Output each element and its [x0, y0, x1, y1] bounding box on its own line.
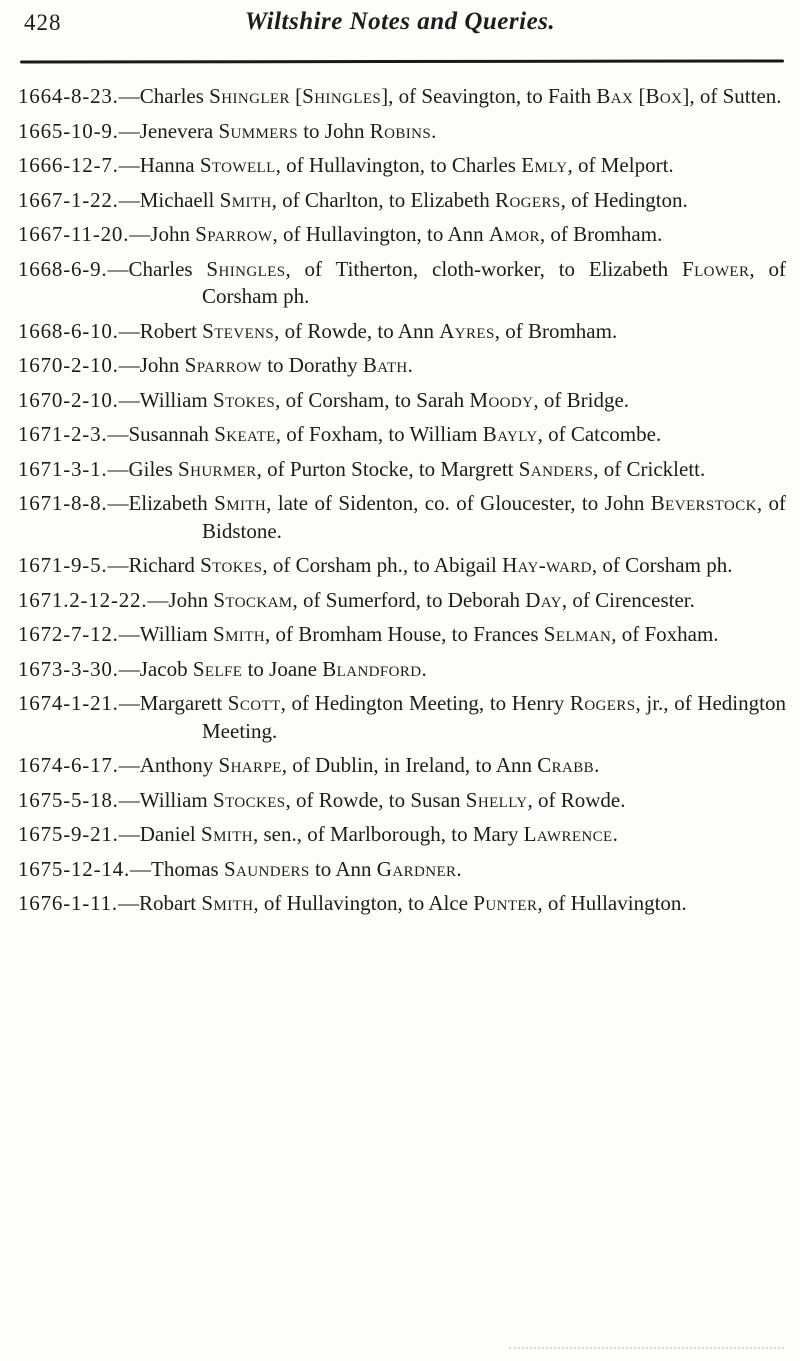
marriage-entry — [18, 256, 786, 311]
entry-text: William — [139, 787, 213, 812]
marriage-entry — [18, 152, 786, 180]
em-dash: — — [147, 587, 169, 612]
entry-text: to John — [297, 118, 370, 143]
em-dash: — — [107, 256, 129, 281]
em-dash: — — [118, 353, 140, 377]
entry-text: , of Catcombe. — [537, 422, 662, 446]
em-dash: — — [117, 891, 139, 915]
entry-text: Jenevera — [139, 118, 219, 143]
em-dash: — — [118, 753, 140, 777]
surname-smallcaps: Stokes — [200, 553, 263, 577]
entry-text: , of Bromham House, to Frances — [265, 622, 544, 646]
surname-smallcaps: Shingles — [206, 256, 286, 281]
entry-date: 1673-3-30. — [18, 656, 119, 681]
surname-smallcaps: Shurmer — [178, 456, 257, 481]
marriage-entry — [18, 856, 786, 884]
surname-smallcaps: Stokes — [212, 387, 276, 412]
surname-smallcaps: Scott — [227, 691, 281, 715]
surname-smallcaps: Smith — [214, 491, 267, 515]
entry-date: 1671-9-5. — [18, 553, 108, 577]
surname-smallcaps: Selman — [543, 622, 612, 646]
em-dash: — — [130, 856, 152, 881]
entry-text: [ — [289, 84, 303, 108]
surname-smallcaps: Moody — [469, 387, 534, 412]
surname-smallcaps: Stevens — [202, 318, 275, 343]
entry-text: , jr., of Hedington Meeting. — [202, 691, 786, 743]
entry-text: , of Corsham ph. — [202, 256, 786, 308]
surname-smallcaps: Lawrence — [523, 822, 613, 846]
marriage-entry — [18, 787, 786, 815]
surname-smallcaps: Gardner — [376, 856, 457, 881]
entry-text: , of Hedington. — [560, 187, 688, 212]
entry-date: 1664-8-23. — [18, 84, 119, 108]
entry-date: 1671.2-12-22. — [18, 587, 148, 612]
entry-text: . — [421, 656, 427, 681]
entry-text: , of Rowde. — [527, 787, 626, 812]
surname-smallcaps: Sparrow — [195, 222, 273, 246]
entry-text: Robert — [139, 318, 203, 343]
entry-text: , of Purton Stocke, to Margrett — [256, 456, 519, 481]
surname-smallcaps: Bayly — [482, 422, 538, 446]
entry-text: to Joane — [242, 656, 323, 681]
em-dash: — — [118, 622, 140, 646]
surname-smallcaps: Blandford — [322, 656, 422, 681]
entry-text: , late of Sidenton, co. of Gloucester, to John — [266, 491, 651, 515]
surname-smallcaps: Selfe — [192, 656, 243, 681]
surname-smallcaps: Robins — [369, 118, 432, 143]
marriage-entry — [18, 221, 786, 249]
surname-smallcaps: Bax — [596, 84, 634, 108]
entry-text: Thomas — [151, 856, 224, 881]
em-dash: — — [107, 422, 129, 446]
marriage-entry — [18, 690, 786, 745]
entry-text: Susannah — [128, 422, 215, 446]
em-dash: — — [118, 153, 140, 177]
entry-date: 1674-6-17. — [18, 753, 119, 777]
entry-date: 1675-9-21. — [18, 822, 119, 846]
entry-date: 1675-5-18. — [18, 787, 119, 812]
entry-text: Anthony — [139, 753, 219, 777]
entry-text: to Dorathy — [261, 353, 363, 377]
entry-text: , of Hedington Meeting, to Henry — [280, 691, 570, 715]
entry-text: . — [407, 353, 413, 377]
surname-smallcaps: Sharpe — [218, 753, 282, 777]
marriage-entry — [18, 187, 786, 215]
entry-text: , of Corsham ph. — [591, 553, 733, 577]
surname-smallcaps: Saunders — [223, 856, 310, 881]
entry-date: 1671-3-1. — [18, 456, 108, 481]
entry-text: , of Sumerford, to Deborah — [292, 587, 526, 612]
marriage-entry — [18, 587, 786, 615]
marriage-entry — [18, 490, 786, 545]
surname-smallcaps: Skeate — [214, 422, 276, 446]
entry-date: 1674-1-21. — [18, 691, 119, 715]
surname-smallcaps: Stowell — [199, 153, 276, 177]
entry-text: Richard — [128, 553, 201, 577]
entry-date: 1670-2-10. — [18, 353, 119, 377]
entry-text: , of Cricklett. — [593, 456, 706, 481]
surname-smallcaps: Flower — [682, 256, 750, 281]
entry-text: Jacob — [139, 656, 193, 681]
entry-date: 1670-2-10. — [18, 387, 119, 412]
entry-text: Giles — [128, 456, 179, 481]
entry-text: . — [431, 118, 437, 143]
em-dash: — — [118, 387, 140, 412]
entry-text: ], of Seavington, to Faith — [381, 84, 597, 108]
entry-text: , of Bromham. — [494, 318, 618, 343]
entry-text: Elizabeth — [128, 491, 215, 515]
entry-text: , of Hullavington, to Alce — [253, 891, 474, 915]
entry-text: , of Bridge. — [533, 387, 630, 412]
entry-text: , of Charlton, to Elizabeth — [271, 187, 496, 212]
em-dash: — — [118, 691, 140, 715]
entry-date: 1665-10-9. — [18, 118, 119, 143]
surname-smallcaps: Sparrow — [184, 353, 262, 377]
entry-text: William — [139, 387, 213, 412]
entry-text: Charles — [139, 84, 210, 108]
entry-text: to Ann — [309, 856, 377, 881]
entry-text: , sen., of Marlborough, to Mary — [253, 822, 524, 846]
surname-smallcaps: Summers — [218, 118, 298, 143]
entry-text: William — [139, 622, 213, 646]
entry-date: 1671-8-8. — [18, 491, 108, 515]
entry-date: 1668-6-10. — [18, 318, 119, 343]
em-dash: — — [107, 553, 129, 577]
running-title: Wiltshire Notes and Queries. — [244, 8, 556, 35]
surname-smallcaps: Shelly — [465, 787, 528, 812]
marriage-entry — [18, 421, 786, 449]
entry-date: 1672-7-12. — [18, 622, 119, 646]
entry-text: , of Melport. — [567, 153, 674, 177]
entry-text: , of Hullavington, to Ann — [272, 222, 489, 246]
surname-smallcaps: Day — [525, 587, 562, 612]
entry-text: , of Cirencester. — [561, 587, 695, 612]
em-dash: — — [118, 187, 140, 212]
surname-smallcaps: Punter — [473, 891, 538, 915]
em-dash: — — [118, 318, 140, 343]
entry-date: 1671-2-3. — [18, 422, 108, 446]
marriage-entries-list — [0, 83, 800, 918]
surname-smallcaps: Amor — [488, 222, 540, 246]
marriage-entry — [18, 352, 786, 380]
em-dash: — — [118, 84, 140, 108]
em-dash: — — [118, 118, 140, 143]
surname-smallcaps: Beverstock — [650, 491, 757, 515]
entry-text: , of Hullavington. — [537, 891, 687, 915]
marriage-entry — [18, 456, 786, 484]
surname-smallcaps: Emly — [521, 153, 568, 177]
entry-text: John — [150, 222, 196, 246]
surname-smallcaps: Smith — [212, 622, 265, 646]
entry-text: Robart — [138, 891, 202, 915]
marriage-entry — [18, 318, 786, 346]
entry-text: Michaell — [139, 187, 220, 212]
entry-text: John — [139, 353, 185, 377]
entry-text: , of Rowde, to Susan — [285, 787, 466, 812]
marriage-entry — [18, 656, 786, 684]
marriage-entry — [18, 890, 786, 918]
surname-smallcaps: Smith — [219, 187, 272, 212]
entry-date: 1675-12-14. — [18, 856, 131, 881]
em-dash: — — [118, 822, 140, 846]
entry-text: . — [594, 753, 600, 777]
em-dash: — — [107, 456, 129, 481]
entry-text: Daniel — [139, 822, 201, 846]
page-header — [0, 0, 800, 54]
em-dash: — — [129, 222, 151, 246]
entry-text: [ — [633, 84, 646, 108]
surname-smallcaps: Rogers — [495, 187, 561, 212]
entry-text: , of Dublin, in Ireland, to Ann — [281, 753, 538, 777]
marriage-entry — [18, 83, 786, 111]
surname-smallcaps: Shingles — [302, 84, 382, 108]
scan-artifact-line — [509, 1347, 784, 1349]
entry-text: ], of Sutten. — [682, 84, 782, 108]
entry-text: . — [612, 822, 618, 846]
entry-text: , of Bromham. — [539, 222, 663, 246]
surname-smallcaps: Shingler — [209, 84, 290, 108]
entry-text: , of Titherton, cloth-worker, to Elizabeth — [285, 256, 682, 281]
entry-text: , of Corsham, to Sarah — [275, 387, 470, 412]
surname-smallcaps: Box — [645, 84, 683, 108]
entry-date: 1667-11-20. — [18, 222, 130, 246]
surname-smallcaps: Rogers — [569, 691, 636, 715]
entry-text: . — [456, 856, 462, 881]
page-number: 428 — [24, 10, 62, 35]
surname-smallcaps: Ayres — [439, 318, 495, 343]
surname-smallcaps: Stockes — [212, 787, 286, 812]
marriage-entry — [18, 752, 786, 780]
em-dash: — — [118, 656, 140, 681]
entry-text: , of Foxham. — [611, 622, 719, 646]
marriage-entry — [18, 552, 786, 580]
entry-text: , of Hullavington, to Charles — [275, 153, 522, 177]
header-rule — [20, 59, 784, 63]
entry-text: John — [168, 587, 214, 612]
surname-smallcaps: Stockam — [213, 587, 293, 612]
em-dash: — — [107, 491, 129, 515]
entry-text: , of Corsham ph., to Abigail — [262, 553, 503, 577]
marriage-entry — [18, 118, 786, 146]
entry-text: Margarett — [139, 691, 228, 715]
marriage-entry — [18, 621, 786, 649]
entry-date: 1666-12-7. — [18, 153, 119, 177]
em-dash: — — [118, 787, 140, 812]
surname-smallcaps: Bath — [362, 353, 408, 377]
surname-smallcaps: Smith — [201, 891, 254, 915]
entry-text: , of Bidstone. — [202, 491, 786, 543]
entry-text: , of Rowde, to Ann — [274, 318, 440, 343]
surname-smallcaps: Smith — [200, 822, 253, 846]
entry-date: 1667-1-22. — [18, 187, 119, 212]
entry-text: Charles — [128, 256, 207, 281]
entry-text: , of Foxham, to William — [275, 422, 483, 446]
marriage-entry — [18, 821, 786, 849]
surname-smallcaps: Crabb — [537, 753, 595, 777]
surname-smallcaps: Hay-ward — [502, 553, 592, 577]
entry-date: 1668-6-9. — [18, 256, 108, 281]
entry-date: 1676-1-11. — [18, 891, 118, 915]
entry-text: Hanna — [139, 153, 200, 177]
marriage-entry — [18, 387, 786, 415]
surname-smallcaps: Sanders — [518, 456, 594, 481]
